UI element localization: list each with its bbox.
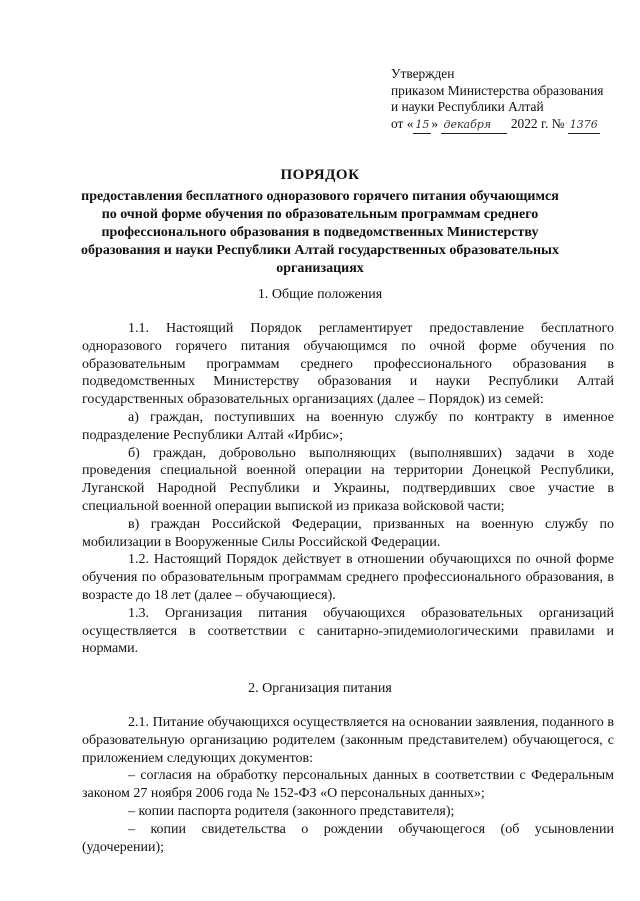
section-2-body (82, 714, 614, 856)
paragraph-consent: – согласия на обработку персональных данных в соответствии с Федеральным законом 27 ноября 2006 года № 152-ФЗ «О персональных данных»; (82, 768, 614, 802)
title-main: ПОРЯДОК (280, 167, 360, 183)
approval-date-prefix: от « (391, 115, 414, 131)
title-subtitle: предоставления бесплатного одноразового горячего питания обучающимся по очной форме обучения по образовательным программам среднего профессионального образования в подведомственных Министерству образования и науки Республики Алтай государственных образовательных организациях (81, 189, 559, 276)
paragraph-birth-certificate: – копии свидетельства о рождении обучающегося (об усыновлении (удочерении); (82, 821, 614, 855)
section-2-heading: 2. Организация питания (248, 681, 392, 696)
approval-stamp (391, 66, 621, 134)
paragraph-1-2: 1.2. Настоящий Порядок действует в отношении обучающихся по очной форме обучения по образовательным программам среднего профессионального образования, в возрасте до 18 лет (далее – обучающиеся). (82, 552, 614, 603)
approval-year: 2022 г. № (510, 115, 565, 131)
approval-line-3: и науки Республики Алтай (391, 99, 544, 114)
approval-day: 15 (413, 117, 431, 135)
paragraph-passport-copy: – копии паспорта родителя (законного представителя); (128, 803, 455, 819)
paragraph-1-3: 1.3. Организация питания обучающихся образовательных организаций осуществляется в соответствии с санитарно-эпидемиологическими правилами и нормами. (82, 605, 614, 657)
paragraph-item-b: б) граждан, добровольно выполняющих (выполнявших) задачи в ходе проведения специальной военной операции на территории Донецкой Республики, Луганской Народной Республики и Украины, подтвердивших свое участие в специальной военной операции выпиской из приказа войсковой части; (82, 445, 614, 514)
paragraph-1-1: 1.1. Настоящий Порядок регламентирует предоставление бесплатного одноразового горячего питания обучающимся по очной форме обучения по образовательным программам среднего профессионального образования в подведомственных Министерству образования и науки Республики Алтай государственных образовательных организациях (далее – Порядок) из семей: (82, 321, 614, 408)
document-title (80, 166, 560, 278)
paragraph-2-1: 2.1. Питание обучающихся осуществляется на основании заявления, поданного в образовательную организацию родителем (законным представителем) обучающегося, с приложением следующих документов: (82, 715, 614, 766)
paragraph-item-v: в) граждан Российской Федерации, призванных на военную службу по мобилизации в Вооруженные Силы Российской Федерации. (82, 516, 614, 550)
section-1-heading: 1. Общие положения (257, 287, 383, 302)
approval-line-1: Утвержден (391, 66, 455, 81)
section-1-body (82, 320, 614, 658)
approval-line-2: приказом Министерства образования (391, 82, 604, 98)
approval-number: 1376 (568, 117, 600, 135)
paragraph-item-a: а) граждан, поступивших на военную службу по контракту в именное подразделение Республики Алтай «Ирбис»; (82, 409, 614, 443)
approval-month: декабря (441, 117, 507, 135)
approval-date-line: от « 15 » декабря 2022 г. № 1376 (391, 116, 621, 135)
